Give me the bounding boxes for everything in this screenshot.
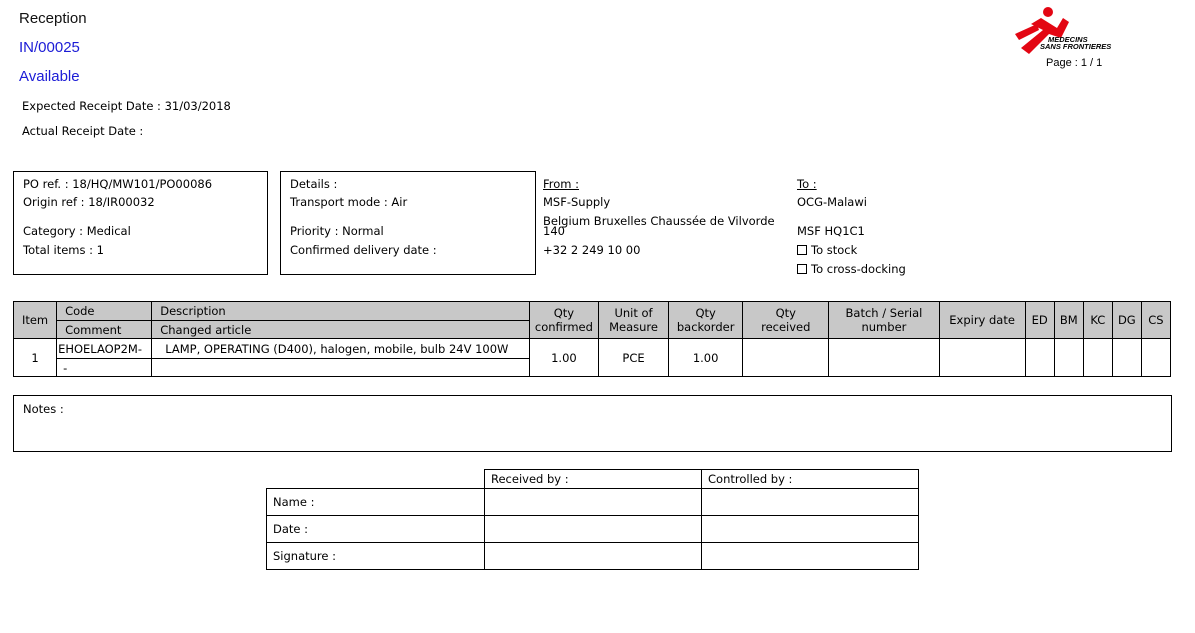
document-title: Reception [19, 10, 87, 27]
row-uom: PCE [598, 339, 668, 377]
header-qty-received [743, 302, 829, 339]
header-qty-confirmed [529, 302, 598, 339]
controlled-date-field[interactable] [702, 516, 919, 543]
received-signature-field[interactable] [485, 543, 702, 570]
header-cs: CS [1141, 302, 1170, 339]
row-expiry [939, 339, 1025, 377]
controlled-signature-field[interactable] [702, 543, 919, 570]
to-stock-checkbox-icon[interactable] [797, 245, 807, 255]
signature-corner [267, 470, 485, 489]
row-description: LAMP, OPERATING (D400), halogen, mobile, bulb 24V 100W [152, 339, 530, 359]
row-item: 1 [14, 339, 57, 377]
row-cs [1141, 339, 1170, 377]
status-label: Available [19, 68, 80, 85]
notes-box [13, 395, 1172, 452]
notes-label: Notes : [23, 402, 64, 416]
header-batch [829, 302, 939, 339]
row-changed-article [152, 359, 530, 377]
signature-label: Signature : [267, 543, 485, 570]
to-cross-docking-label: To cross-docking [811, 262, 906, 276]
row-dg [1112, 339, 1141, 377]
row-qty-backorder: 1.00 [669, 339, 743, 377]
category: Category : Medical [23, 224, 131, 238]
details-box [280, 171, 536, 275]
header-batch-line2: number [861, 320, 907, 334]
received-name-field[interactable] [485, 489, 702, 516]
header-qty-confirmed-line2: confirmed [534, 320, 593, 334]
msf-logo-text [1040, 36, 1111, 50]
header-bm: BM [1054, 302, 1083, 339]
header-qty-confirmed-line1: Qty [553, 306, 575, 320]
row-comment: - [57, 359, 152, 377]
from-address-line2: 140 [543, 224, 565, 238]
row-code: EHOELAOP2M- [57, 339, 152, 359]
header-qty-received-line1: Qty [775, 306, 796, 320]
from-label: From : [543, 177, 580, 191]
po-info-box [13, 171, 268, 275]
header-uom [598, 302, 668, 339]
row-qty-received [743, 339, 829, 377]
to-stock-option[interactable] [797, 243, 857, 257]
date-label: Date : [267, 516, 485, 543]
msf-logo-icon [1011, 4, 1141, 60]
to-site: MSF HQ1C1 [797, 224, 865, 238]
total-items: Total items : 1 [23, 243, 104, 257]
header-expiry: Expiry date [939, 302, 1025, 339]
to-cross-docking-option[interactable] [797, 262, 906, 276]
reception-reference: IN/00025 [19, 39, 80, 56]
header-qty-backorder-line1: Qty [695, 306, 716, 320]
confirmed-delivery-date: Confirmed delivery date : [290, 243, 437, 257]
header-qty-backorder [669, 302, 743, 339]
row-ed [1025, 339, 1054, 377]
header-comment: Comment [57, 321, 152, 339]
row-batch [829, 339, 939, 377]
to-stock-label: To stock [811, 243, 858, 257]
controlled-name-field[interactable] [702, 489, 919, 516]
controlled-by-header: Controlled by : [702, 470, 919, 489]
logo-line2: SANS FRONTIERES [1040, 42, 1112, 51]
header-code: Code [57, 302, 152, 321]
header-dg: DG [1112, 302, 1141, 339]
row-bm [1054, 339, 1083, 377]
header-uom-line2: Measure [609, 320, 658, 334]
origin-ref: Origin ref : 18/IR00032 [23, 195, 155, 209]
header-kc: KC [1083, 302, 1112, 339]
header-qty-backorder-line2: backorder [676, 320, 735, 334]
to-cross-docking-checkbox-icon[interactable] [797, 264, 807, 274]
received-date-field[interactable] [485, 516, 702, 543]
logo-line1: MEDECINS [1048, 35, 1088, 44]
from-name: MSF-Supply [543, 195, 611, 209]
header-batch-line1: Batch / Serial [845, 306, 923, 320]
received-by-header: Received by : [485, 470, 702, 489]
header-uom-line1: Unit of [614, 306, 653, 320]
name-label: Name : [267, 489, 485, 516]
signature-table [266, 469, 919, 570]
priority: Priority : Normal [290, 224, 384, 238]
from-phone: +32 2 249 10 00 [543, 243, 641, 257]
items-table [13, 301, 1171, 377]
expected-receipt-date: Expected Receipt Date : 31/03/2018 [22, 99, 231, 113]
header-description: Description [152, 302, 530, 321]
po-ref: PO ref. : 18/HQ/MW101/PO00086 [23, 177, 213, 191]
header-qty-received-line2: received [761, 320, 811, 334]
header-ed: ED [1025, 302, 1054, 339]
from-address-line1: Belgium Bruxelles Chaussée de Vilvorde [543, 214, 775, 228]
row-kc [1083, 339, 1112, 377]
to-name: OCG-Malawi [797, 195, 867, 209]
table-row [14, 339, 1171, 359]
actual-receipt-date: Actual Receipt Date : [22, 124, 144, 138]
header-item: Item [14, 302, 57, 339]
row-qty-confirmed: 1.00 [529, 339, 598, 377]
page-number: Page : 1 / 1 [1046, 57, 1103, 69]
transport-mode: Transport mode : Air [290, 195, 408, 209]
header-changed-article: Changed article [152, 321, 530, 339]
to-label: To : [797, 177, 817, 191]
details-label: Details : [290, 177, 338, 191]
